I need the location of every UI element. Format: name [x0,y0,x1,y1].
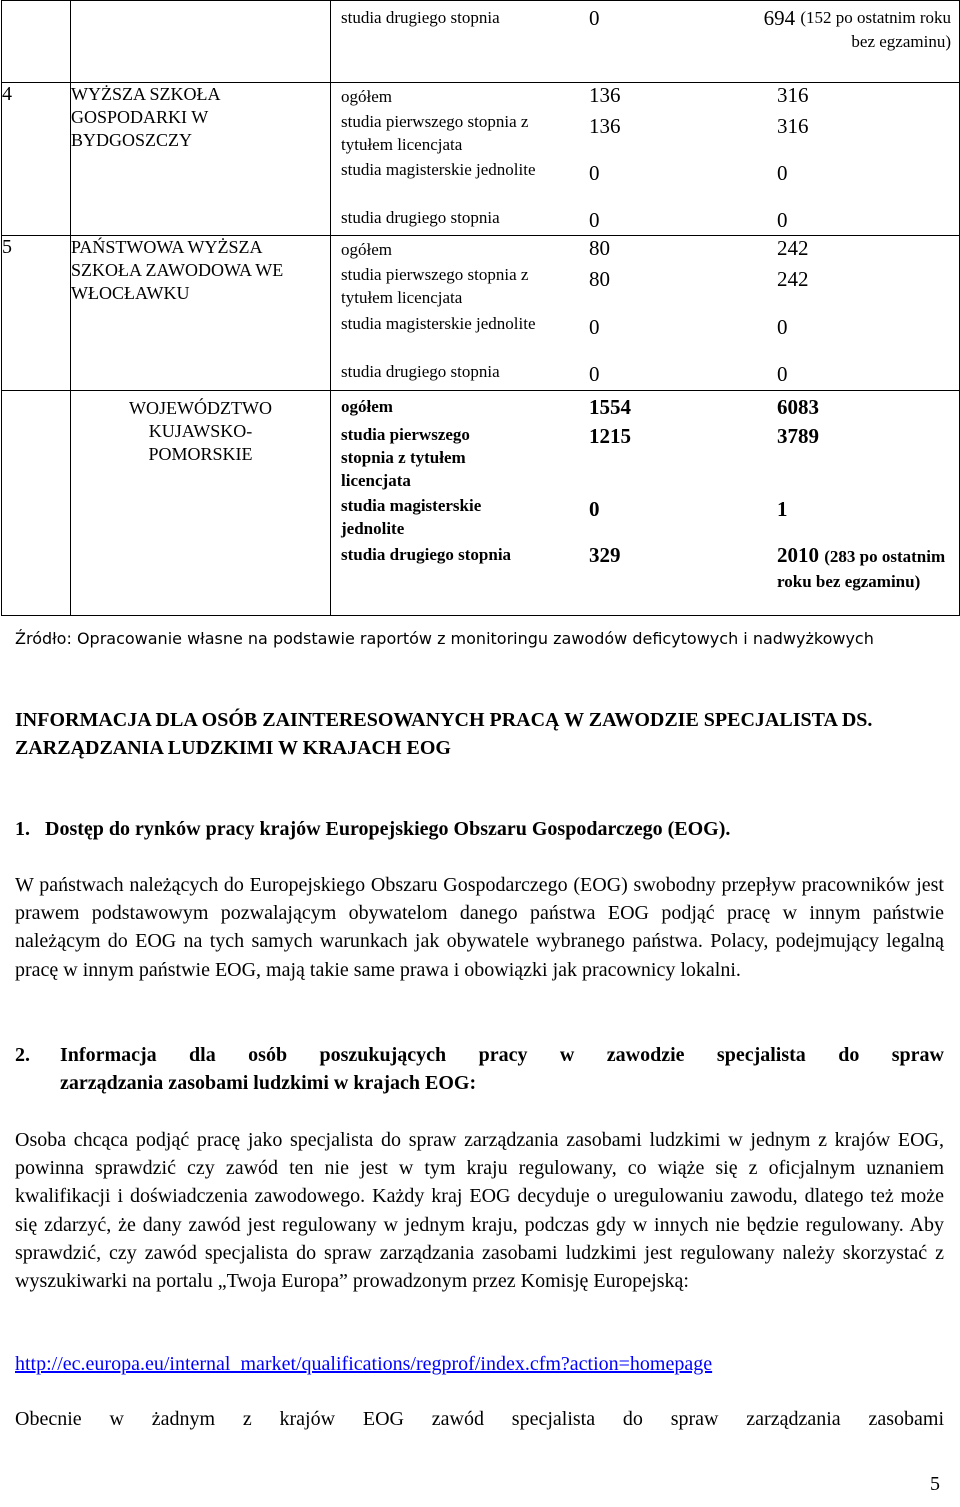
value-second: 694 $^{(152 po ostatnim roku bez egzaminu)}$ [763,6,951,51]
value-first: 0 [589,362,600,386]
section-2-body: Osoba chcąca podjąć pracę jako specjalista do spraw zarządzania zasobami ludzkimi w jednym z krajów EOG, powinna sprawdzić czy zawód ten nie jest w tym kraju regulowany, co wiąże się z oficjalnym uznaniem kwalifikacji i doświadczenia zawodowego. Każdy kraj EOG decyduje o uregulowaniu zawodu, dlatego też może się zdarzyć, że dany zawód jest regulowany w jednym kraju, podczas gdy w innych nie będzie regulowany. Aby sprawdzić, czy zawód specjalista do spraw zarządzania zasobami ludzkimi jest regulowany należy skorzystać z wyszukiwarki na portalu „Twoja Europa” prowadzonym przez Komisję Europejską: [15,1129,944,1293]
value-first: 136 [589,83,621,107]
value-second: 1 [777,497,788,521]
section-2-title [15,1041,944,1097]
table-cell-number [2,1,71,83]
section-2-last-line: Obecnie w żadnym z krajów EOG zawód specjalista do spraw zarządzania zasobami [15,1408,944,1430]
row-label: studia drugiego stopnia [341,545,512,564]
institution-name: WYŻSZA SZKOŁA GOSPODARKI W BYDGOSZCZY [71,83,331,236]
row-label: studia drugiego stopnia [341,362,500,381]
value-first: 1215 [589,424,631,448]
region-name: WOJEWÓDZTWO KUJAWSKO-POMORSKIE [71,391,331,616]
row-number [2,391,71,616]
value-second: 316 [777,83,809,107]
value-first: 329 [589,543,621,567]
section-1-body: W państwach należących do Europejskiego Obszaru Gospodarczego (EOG) swobodny przepływ pracowników jest prawem podstawowym pozwalającym obywatelom danego państwa EOG podjąć pracę w innym państwie należącym do EOG na tych samych warunkach jak obywatele wybranego państwa. Polacy, podejmujący legalną pracę w innym państwie EOG, mają takie same prawa i obowiązki jak pracownicy lokalni. [15,874,944,981]
value-first: 0 [589,6,600,30]
section-title-line1: Informacja dla osób poszukujących pracy w zawodzie specjalista do spraw [60,1044,944,1066]
row-label: studia pierwszego stopnia z tytułem licencjata [341,265,529,307]
value-second: 316 [777,114,809,138]
table-row [2,236,960,391]
row-label: studia drugiego stopnia [341,208,500,227]
value-first: 1554 [589,395,631,419]
value-second: 0 [777,315,788,339]
table-cell-values [331,83,960,236]
section-title: Dostęp do rynków pracy krajów Europejskiego Obszaru Gospodarczego (EOG). [45,818,731,840]
value-first: 0 [589,161,600,185]
value-second: 6083 [777,395,819,419]
value-second: 0 [777,362,788,386]
table-cell-values [331,391,960,616]
row-label: ogółem [341,240,392,259]
section-1-title [15,818,944,841]
statistics-table [1,0,960,616]
value-second: 242 [777,236,809,260]
row-number: 5 [2,236,71,391]
value-note: (283 po ostatnim roku bez egzaminu) [777,547,946,591]
institution-name: PAŃSTWOWA WYŻSZA SZKOŁA ZAWODOWA WE WŁOCŁAWKU [71,236,331,391]
row-number: 4 [2,83,71,236]
table-row-total [2,391,960,616]
value-second: 3789 [777,424,819,448]
value-first: 80 [589,267,610,291]
section-number: 2. [15,1044,30,1066]
source-note: Źródło: Opracowanie własne na podstawie raportów z monitoringu zawodów deficytowych i nadwyżkowych [15,629,874,648]
value-second: 0 [777,208,788,232]
table-row [2,1,960,83]
row-label: studia drugiego stopnia [341,8,500,27]
row-label: studia pierwszego stopnia z tytułem licencjata [341,112,529,154]
row-label: studia magisterskie jednolite [341,496,482,538]
table-cell-institution [71,1,331,83]
page-heading: INFORMACJA DLA OSÓB ZAINTERESOWANYCH PRACĄ W ZAWODZIE SPECJALISTA DS. ZARZĄDZANIA LUDZKIMI W KRAJACH EOG [15,709,873,759]
value-first: 136 [589,114,621,138]
table-cell-values [331,1,960,83]
value-note: (152 po ostatnim roku bez egzaminu) [800,8,951,51]
row-label: ogółem [341,87,392,106]
value-first: 0 [589,208,600,232]
table-cell-values [331,236,960,391]
page-number: 5 [930,1473,940,1495]
row-label: studia magisterskie jednolite [341,160,536,179]
row-label: studia pierwszego stopnia z tytułem licencjata [341,425,470,490]
value-first: 0 [589,315,600,339]
value-second: 2010 (283 po ostatnim roku bez egzaminu) [777,543,946,591]
section-title-line2: zarządzania zasobami ludzkimi w krajach EOG: [60,1072,477,1094]
section-number: 1. [15,818,30,840]
value-first: 0 [589,497,600,521]
value-second: 0 [777,161,788,185]
table-row [2,83,960,236]
value-second: 242 [777,267,809,291]
row-label: studia magisterskie jednolite [341,314,536,333]
regprof-link[interactable]: http://ec.europa.eu/internal_market/qualifications/regprof/index.cfm?action=homepage [15,1353,713,1375]
value-first: 80 [589,236,610,260]
row-label: ogółem [341,397,393,416]
